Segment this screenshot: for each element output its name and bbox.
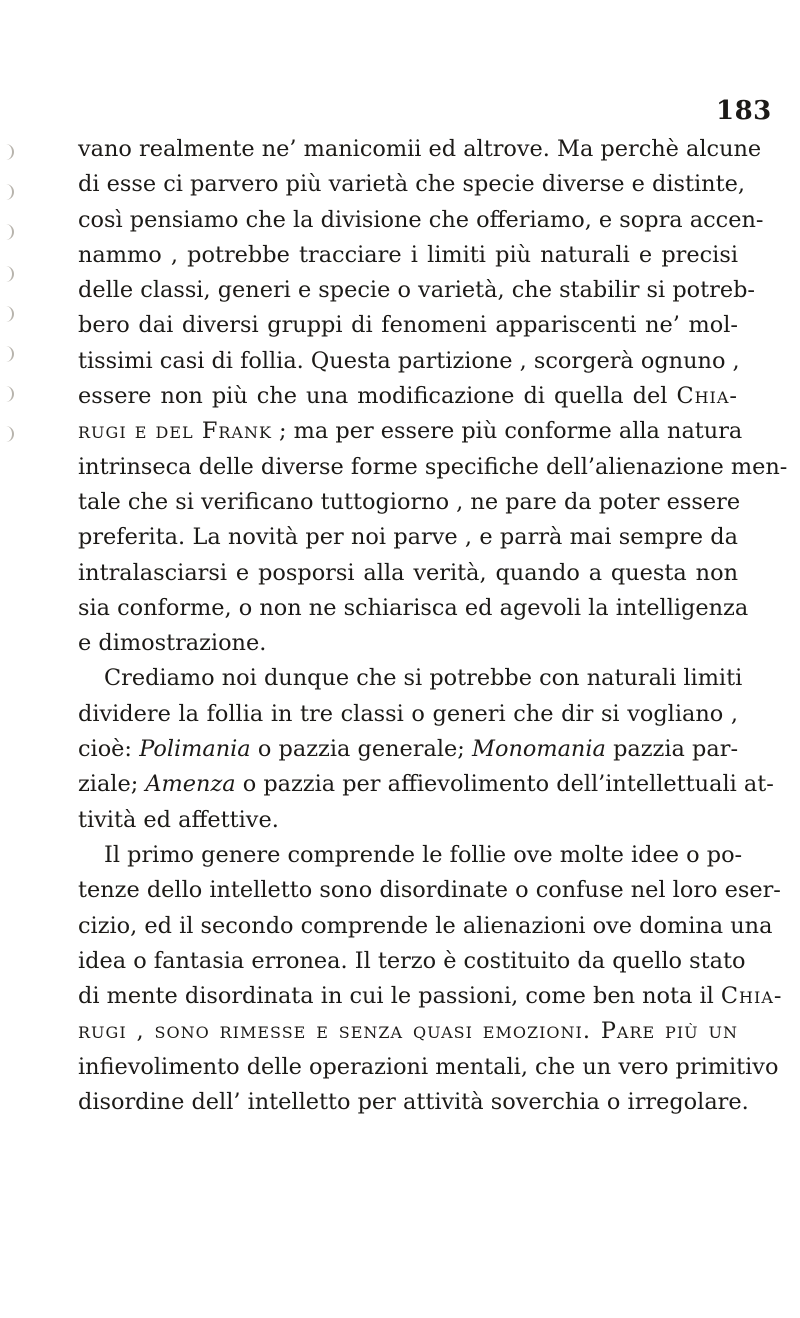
text-run: o pazzia per affievolimento dell’intellettuali at- xyxy=(235,771,774,798)
text-line: Il primo genere comprende le follie ove molte idee o po- xyxy=(104,841,743,868)
text-line xyxy=(78,767,774,802)
author-name-chiarugi: Chia- xyxy=(720,983,783,1010)
text-line: tività ed affettive. xyxy=(78,806,279,833)
text-line: rugi , sono rimesse e senza quasi emozioni. Pare più un xyxy=(78,1018,738,1045)
text-line: disordine dell’ intelletto per attività soverchia o irregolare. xyxy=(78,1089,749,1116)
text-line: dividere la follia in tre classi o generi che dir si vogliano , xyxy=(78,700,738,727)
text-line: idea o fantasia erronea. Il terzo è costituito da quello stato xyxy=(78,947,746,974)
edge-mark xyxy=(4,144,14,160)
text-line xyxy=(78,414,743,449)
term-amenza: Amenza xyxy=(145,771,236,798)
text-line: intrinseca delle diverse forme specifiche dell’alienazione men- xyxy=(78,453,788,480)
text-line: vano realmente ne’ manicomii ed altrove. Ma perchè alcune xyxy=(78,136,762,162)
text-line: cizio, ed il secondo comprende le alienazioni ove domina una xyxy=(78,912,773,939)
text-line: sia conforme, o non ne schiarisca ed agevoli la intelligenza xyxy=(78,594,749,621)
text-run: ziale; xyxy=(78,771,146,798)
term-polimania: Polimania xyxy=(139,736,251,763)
edge-mark xyxy=(4,224,14,240)
text-run: cioè: xyxy=(78,736,140,763)
text-line: preferita. La novità per noi parve , e parrà mai sempre da xyxy=(78,524,738,551)
text-line: nammo , potrebbe tracciare i limiti più naturali e precisi xyxy=(78,241,738,268)
edge-mark xyxy=(4,346,14,362)
text-line: di esse ci parvero più varietà che specie diverse e distinte, xyxy=(78,171,745,198)
text-line: infievolimento delle operazioni mentali, che un vero primitivo xyxy=(78,1053,779,1080)
text-line: tale che si verificano tuttogiorno , ne pare da poter essere xyxy=(78,488,741,515)
edge-mark xyxy=(4,426,14,442)
body-text xyxy=(78,132,788,1120)
text-line: così pensiamo che la divisione che offeriamo, e sopra accen- xyxy=(78,206,764,233)
page-edge-shadow xyxy=(0,140,18,460)
edge-mark xyxy=(4,306,14,322)
author-name-chiarugi: Chia- xyxy=(676,383,738,410)
text-line xyxy=(78,979,783,1014)
text-run: ; ma per essere più conforme alla natura xyxy=(271,418,743,445)
text-run: essere non più che una modificazione di quella del xyxy=(78,383,677,410)
edge-mark xyxy=(4,386,14,402)
text-line: bero dai diversi gruppi di fenomeni appariscenti ne’ mol- xyxy=(78,312,738,339)
text-line xyxy=(78,732,738,767)
text-run: di mente disordinata in cui le passioni, come ben nota il xyxy=(78,983,721,1010)
edge-mark xyxy=(4,266,14,282)
text-run: rugi e del xyxy=(78,418,202,445)
text-line: intralasciarsi e posporsi alla verità, quando a questa non xyxy=(78,559,738,586)
text-line: e dimostrazione. xyxy=(78,630,267,657)
text-line: Crediamo noi dunque che si potrebbe con naturali limiti xyxy=(104,665,743,692)
text-line xyxy=(78,379,738,414)
edge-mark xyxy=(4,184,14,200)
text-line: tissimi casi di follia. Questa partizione , scorgerà ognuno , xyxy=(78,347,740,374)
text-run: pazzia par- xyxy=(605,736,739,763)
term-monomania: Monomania xyxy=(472,736,606,763)
text-line: delle classi, generi e specie o varietà, che stabilir si potreb- xyxy=(78,277,755,304)
author-name-frank: Frank xyxy=(201,418,272,445)
text-line: tenze dello intelletto sono disordinate o confuse nel loro eser- xyxy=(78,877,781,904)
page-number: 183 xyxy=(716,96,772,126)
text-run: o pazzia generale; xyxy=(250,736,473,763)
